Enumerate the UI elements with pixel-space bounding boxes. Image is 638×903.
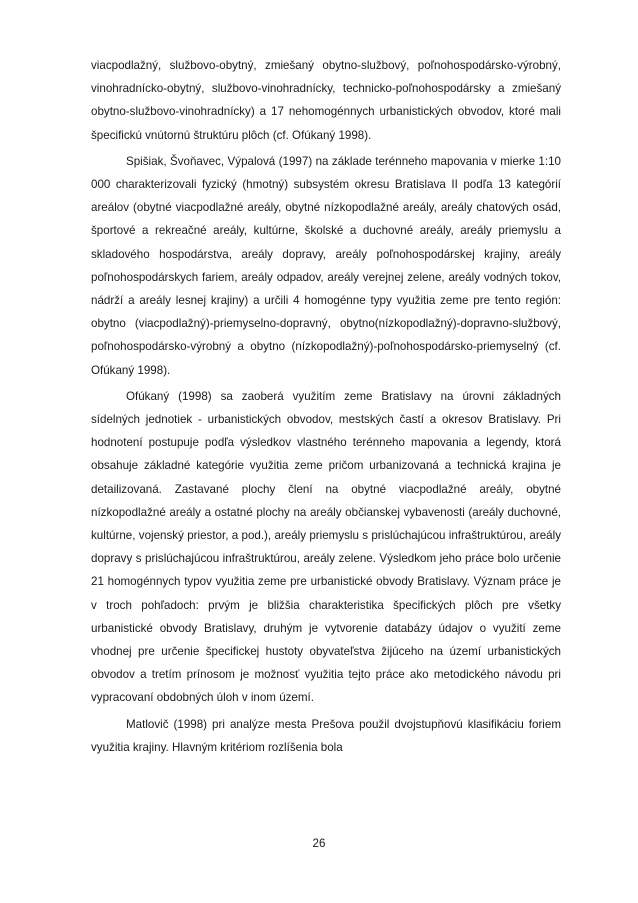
paragraph-matlovic: Matlovič (1998) pri analýze mesta Prešova použil dvojstupňovú klasifikáciu foriem využitia krajiny. Hlavným kritériom rozlíšenia bola [91,717,561,754]
page-number: 26 [312,837,326,850]
document-body [91,54,561,762]
paragraph-spisiak: Spišiak, Švoňavec, Výpalová (1997) na základe terénneho mapovania v mierke 1:10 000 charakterizovali fyzický (hmotný) subsystém okresu Bratislava II podľa 13 kategórií areálov (obytné viacpodlažné areály, obytné nízkopodlažné areály, areály chatových osád, športové a rekreačné areály, kultúrne, školské a duchovné areály, areály priemyslu a skladového hospodárstva, areály dopravy, areály poľnohospodárskej krajiny, areály poľnohospodárskych fariem, areály odpadov, areály verejnej zelene, areály vodných tokov, nádrží a areály lesnej krajiny) a určili 4 homogénne typy využitia zeme pre tento región: obytno (viacpodlažný)-priemyselno-dopravný, obytno(nízkopodlažný)-dopravno-službový, poľnohospodársko-výrobný a obytno (nízkopodlažný)-poľnohospodársko-priemyselný (cf. Ofúkaný 1998). [91,154,561,377]
paragraph-ofukany: Ofúkaný (1998) sa zaoberá využitím zeme Bratislavy na úrovni základných sídelných jednotiek - urbanistických obvodov, mestských častí a okresov Bratislavy. Pri hodnotení postupuje podľa výsledkov vlastného terénneho mapovania a legendy, ktorá obsahuje základné kategórie využitia zeme pričom urbanizovaná a technická krajina je detailizovaná. Zastavané plochy člení na obytné viacpodlažné areály, obytné nízkopodlažné areály a ostatné plochy na areály občianskej vybavenosti (areály duchovné, kultúrne, vojenský priestor, a pod.), areály priemyslu s prislúchajúcou infraštruktúrou, areály dopravy s prislúchajúcou infraštruktúrou, areály zelene. Výsledkom jeho práce bolo určenie 21 homogénnych typov využitia zeme pre urbanistické obvody Bratislavy. Význam práce je v troch pohľadoch: prvým je bližšia charakteristika špecifických plôch pre všetky urbanistické obvody Bratislavy, druhým je vytvorenie databázy údajov o využití zeme vhodnej pre určenie špecifickej hustoty obyvateľstva žijúceho na území urbanistických obvodov a tretím prínosom je možnosť využitia tejto práce ako metodického návodu pri vypracovaní obdobných úloh v inom území. [91,389,561,705]
paragraph-continuation: viacpodlažný, službovo-obytný, zmiešaný obytno-službový, poľnohospodársko-výrobný, vinohradnícko-obytný, službovo-vinohradnícky, technicko-poľnohospodársky a zmiešaný obytno-službovo-vinohradnícky) a 17 nehomogénnych urbanistických obvodov, ktoré mali špecifickú vnútornú štruktúru plôch (cf. Ofúkaný 1998). [91,59,561,142]
